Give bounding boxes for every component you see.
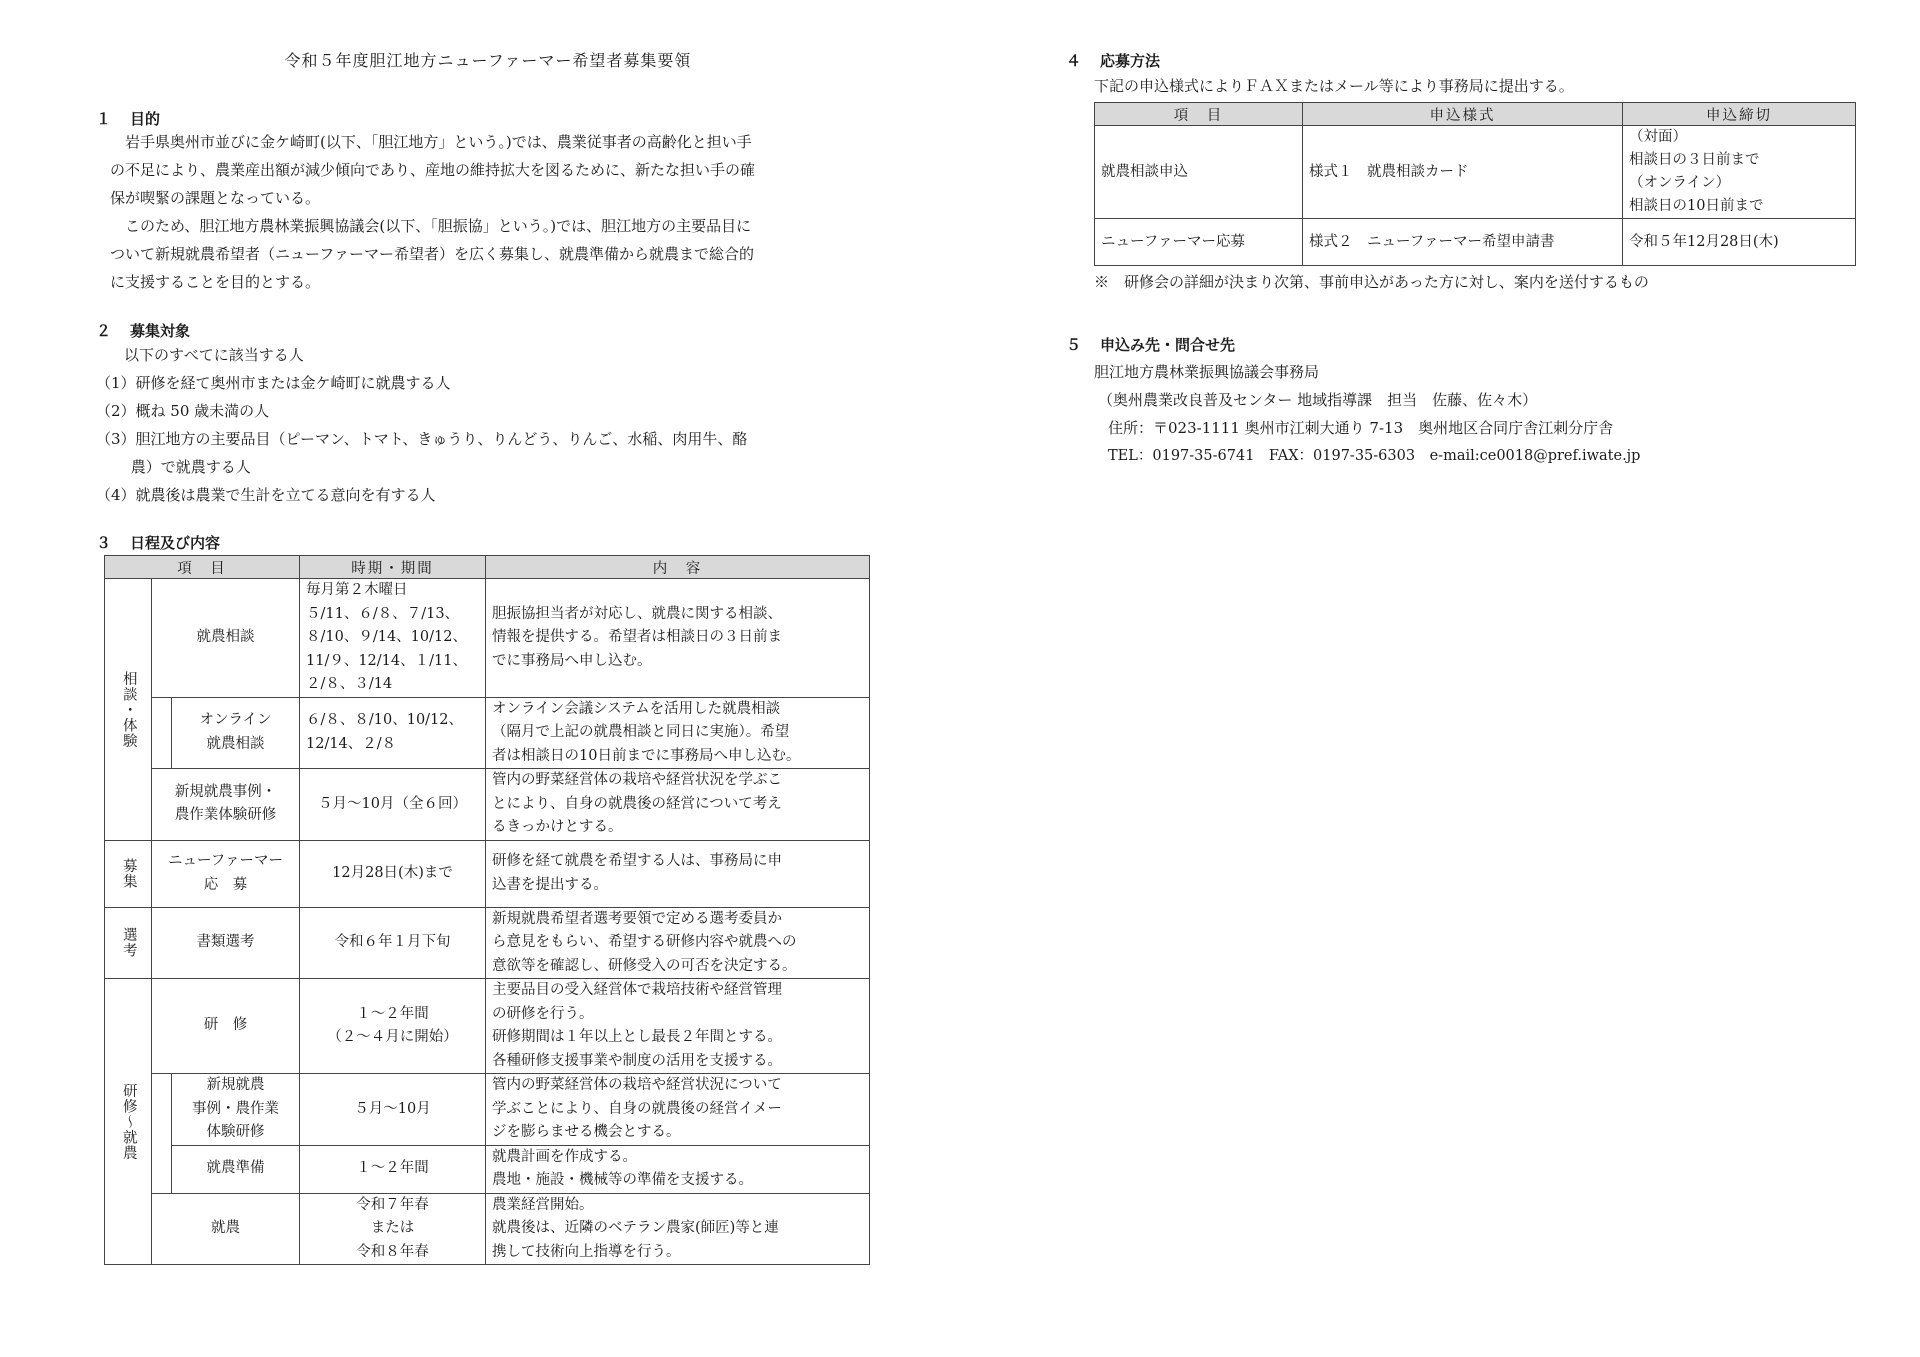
row-item: 研 修 (152, 979, 300, 1074)
row-item: オンライン 就農相談 (172, 697, 300, 769)
table-row (105, 907, 870, 979)
section-4-note: ※ 研修会の詳細が決まり次第、事前申込があった方に対し、案内を送付するもの (1094, 273, 1649, 291)
row-deadline: 令和５年12月28日(木) (1623, 219, 1856, 266)
header-deadline: 申込締切 (1623, 103, 1856, 126)
table-row (1095, 219, 1856, 266)
group-label-senko: 選考 (105, 907, 152, 979)
row-period: 令和７年春 または 令和８年春 (300, 1193, 486, 1265)
row-content: 管内の野菜経営体の栽培や経営状況を学ぶこ とにより、自身の就農後の経営について考え るきっかけとする。 (486, 769, 870, 841)
section-5-org: 胆江地方農林業振興協議会事務局 (1094, 363, 1320, 381)
row-content: 胆振協担当者が対応し、就農に関する相談、 情報を提供する。希望者は相談日の３日前ま でに事務局へ申し込む。 (486, 579, 870, 698)
table-row (105, 979, 870, 1074)
row-content: 就農計画を作成する。 農地・施設・機械等の準備を支援する。 (486, 1145, 870, 1193)
section-5-contact: TEL：0197-35-6741 FAX：0197-35-6303 e-mail:ce0018@pref.iwate.jp (1108, 448, 1641, 464)
row-content: 農業経営開始。 就農後は、近隣のベテラン農家(師匠)等と連 携して技術向上指導を行う。 (486, 1193, 870, 1265)
table-row (1095, 126, 1856, 219)
section-3-heading: ３ 日程及び内容 (96, 534, 221, 552)
row-item: ニューファーマー応募 (1095, 219, 1303, 266)
section-4-intro: 下記の申込様式によりＦＡＸまたはメール等により事務局に提出する。 (1094, 77, 1574, 95)
indent-cell (152, 697, 172, 769)
table-row (105, 697, 870, 769)
row-form: 様式１ 就農相談カード (1303, 126, 1623, 219)
page-title: 令和５年度胆江地方ニューファーマー希望者募集要領 (284, 51, 692, 70)
row-content: 研修を経て就農を希望する人は、事務局に申 込書を提出する。 (486, 840, 870, 907)
table-row (105, 769, 870, 841)
schedule-table (104, 555, 870, 1265)
section-5-address: 住所：〒023-1111 奥州市江刺大通り 7-13 奥州地区合同庁舎江刺分庁舎 (1108, 419, 1614, 437)
table-row (105, 579, 870, 698)
section-1-heading: １ 目的 (96, 110, 161, 128)
row-item: ニューファーマー 応 募 (152, 840, 300, 907)
row-item: 新規就農事例・ 農作業体験研修 (152, 769, 300, 841)
row-item: 就農相談 (152, 579, 300, 698)
row-item: 就農準備 (172, 1145, 300, 1193)
table-row (105, 840, 870, 907)
table-row (105, 1193, 870, 1265)
row-content: 管内の野菜経営体の栽培や経営状況について 学ぶことにより、自身の就農後の経営イメー ジを膨らませる機会とする。 (486, 1074, 870, 1146)
schedule-header-row (105, 556, 870, 579)
row-period: ６/８、８/10、10/12、 12/14、２/８ (300, 697, 486, 769)
header-form: 申込様式 (1303, 103, 1623, 126)
table-row (105, 1145, 870, 1193)
row-period: １〜２年間 (300, 1145, 486, 1193)
row-period: ５月〜10月（全６回） (300, 769, 486, 841)
row-item: 書類選考 (152, 907, 300, 979)
row-deadline: （対面） 相談日の３日前まで （オンライン） 相談日の10日前まで (1623, 126, 1856, 219)
row-period: 毎月第２木曜日 ５/11、６/８、７/13、 ８/10、９/14、10/12、 11/９、12/14、１/11、 ２/８、３/14 (300, 579, 486, 698)
row-content: 主要品目の受入経営体で栽培技術や経営管理 の研修を行う。 研修期間は１年以上とし最長２年間とする。 各種研修支援事業や制度の活用を支援する。 (486, 979, 870, 1074)
group-label-kenshu: 研修〜就農 (105, 979, 152, 1265)
section-5-heading: ５ 申込み先・問合せ先 (1066, 336, 1236, 354)
section-1-body: 岩手県奥州市並びに金ケ崎町(以下、「胆江地方」という。)では、農業従事者の高齢化と担い手 の不足により、農業産出額が減少傾向であり、産地の維持拡大を図るために、新たな担い手の確 保が喫緊の課題となっている。 このため、胆江地方農林業振興協議会(以下、「胆振協」という。)では、胆江地方の主要品目に ついて新規就農希望者（ニューファーマー希望者）を広く募集し、就農準備から就農まで総合的 に支援することを目的とする。 (110, 133, 756, 291)
row-item: 新規就農 事例・農作業 体験研修 (172, 1074, 300, 1146)
application-table (1094, 102, 1856, 266)
header-period: 時期・期間 (300, 556, 486, 579)
application-header-row (1095, 103, 1856, 126)
section-2-heading: ２ 募集対象 (96, 322, 191, 340)
row-item: 就農相談申込 (1095, 126, 1303, 219)
section-2-body: 以下のすべてに該当する人 （1）研修を経て奥州市または金ケ崎町に就農する人 （2）概ね 50 歳未満の人 （3）胆江地方の主要品目（ピーマン、トマト、きゅうり、りんどう、りんご、水稲、肉用牛、酪 農）で就農する人 （4）就農後は農業で生計を立てる意向を有する人 (96, 346, 748, 504)
indent-cell (152, 1074, 172, 1194)
header-item: 項 目 (105, 556, 300, 579)
table-row (105, 1074, 870, 1146)
row-content: オンライン会議システムを活用した就農相談 （隔月で上記の就農相談と同日に実施）。希望 者は相談日の10日前までに事務局へ申し込む。 (486, 697, 870, 769)
group-label-boshu: 募集 (105, 840, 152, 907)
row-period: 12月28日(木)まで (300, 840, 486, 907)
row-period: 令和６年１月下旬 (300, 907, 486, 979)
group-label-soudan: 相談・体験 (105, 579, 152, 841)
row-period: １〜２年間 （２〜４月に開始） (300, 979, 486, 1074)
section-5-dept: （奥州農業改良普及センター 地域指導課 担当 佐藤、佐々木） (1098, 391, 1538, 409)
header-content: 内 容 (486, 556, 870, 579)
row-form: 様式２ ニューファーマー希望申請書 (1303, 219, 1623, 266)
section-4-heading: ４ 応募方法 (1066, 52, 1161, 70)
header-item: 項 目 (1095, 103, 1303, 126)
row-item: 就農 (152, 1193, 300, 1265)
row-content: 新規就農希望者選考要領で定める選考委員か ら意見をもらい、希望する研修内容や就農への 意欲等を確認し、研修受入の可否を決定する。 (486, 907, 870, 979)
row-period: ５月〜10月 (300, 1074, 486, 1146)
